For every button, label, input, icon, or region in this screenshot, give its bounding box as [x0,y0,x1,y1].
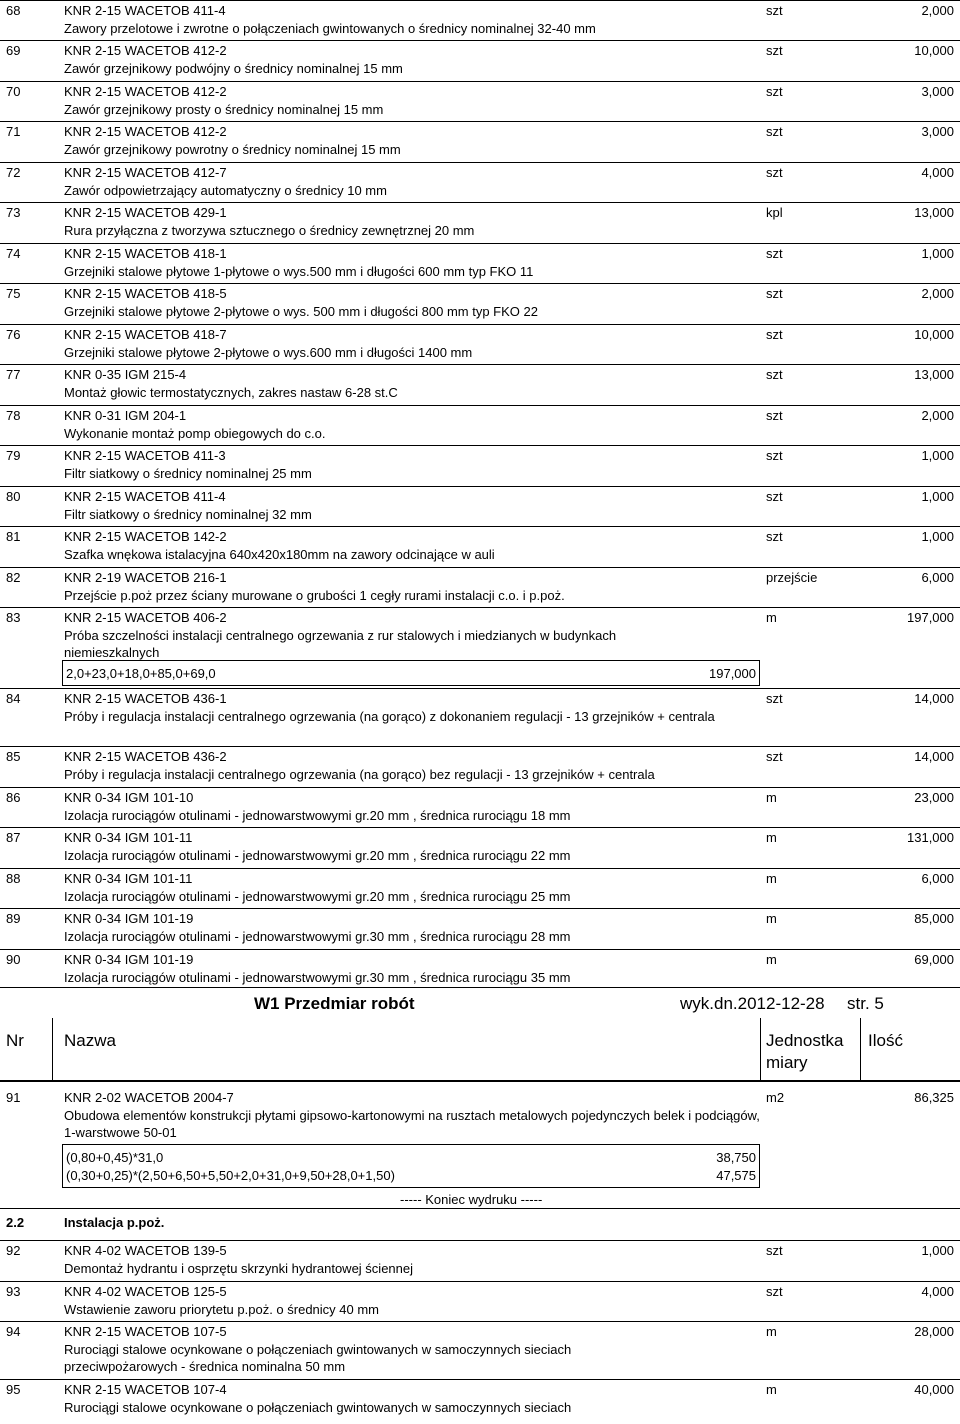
item-code: KNR 2-15 WACETOB 411-3 [64,448,226,463]
item-desc: Rurociągi stalowe ocynkowane o połączeniach gwintowanych w samoczynnych sieciach przeciwpożarowych - średnica nominalna 50 mm [64,1342,572,1374]
row-71 [0,121,960,162]
item-unit: szt [766,489,783,504]
item-desc: Demontaż hydrantu i osprzętu skrzynki hydrantowej ściennej [64,1261,414,1276]
item-code: KNR 0-31 IGM 204-1 [64,408,187,423]
item-unit: szt [766,43,783,58]
page-break-line [0,987,960,988]
document-title: W1 Przedmiar robót [254,994,415,1013]
item-qty: 23,000 [914,790,954,805]
row-68 [0,0,960,40]
item-qty: 1,000 [921,1243,954,1258]
item-desc: Izolacja rurociągów otulinami - jednowarstwowymi gr.30 mm , średnica rurociągu 35 mm [64,970,571,985]
item-qty: 10,000 [914,43,954,58]
calc-value: 197,000 [709,666,756,681]
item-qty: 197,000 [907,610,954,625]
item-code: KNR 2-19 WACETOB 216-1 [64,570,227,585]
row-74 [0,243,960,283]
item-qty: 69,000 [914,952,954,967]
item-qty: 4,000 [921,165,954,180]
item-nr: 94 [6,1324,21,1339]
item-unit: szt [766,367,783,382]
item-nr: 75 [6,286,21,301]
item-unit: m [766,1382,777,1397]
item-nr: 90 [6,952,21,967]
item-qty: 4,000 [921,1284,954,1299]
item-code: KNR 2-15 WACETOB 411-4 [64,489,226,504]
item-desc: Izolacja rurociągów otulinami - jednowarstwowymi gr.20 mm , średnica rurociągu 18 mm [64,808,571,823]
page-number: str. 5 [847,994,884,1013]
row-84 [0,688,960,746]
calculation-box [62,660,760,686]
item-desc: Wstawienie zaworu priorytetu p.poż. o średnicy 40 mm [64,1302,380,1317]
item-nr: 77 [6,367,21,382]
item-code: KNR 0-34 IGM 101-19 [64,911,194,926]
item-desc: Filtr siatkowy o średnicy nominalnej 25 mm [64,466,312,481]
item-nr: 83 [6,610,21,625]
column-divider [860,1018,861,1080]
item-desc: Izolacja rurociągów otulinami - jednowarstwowymi gr.30 mm , średnica rurociągu 28 mm [64,929,571,944]
item-unit: szt [766,84,783,99]
item-desc: Próby i regulacja instalacji centralnego ogrzewania (na gorąco) z dokonaniem regulacji - 13 grzejników + centrala [64,709,715,724]
item-nr: 68 [6,3,21,18]
item-unit: szt [766,286,783,301]
document-date: wyk.dn.2012-12-28 [680,994,825,1013]
item-nr: 71 [6,124,21,139]
header-separator [0,1080,960,1082]
item-desc: Zawór grzejnikowy podwójny o średnicy nominalnej 15 mm [64,61,403,76]
item-unit: m [766,911,777,926]
section-separator [0,1208,960,1209]
item-nr: 93 [6,1284,21,1299]
item-qty: 14,000 [914,749,954,764]
row-69 [0,40,960,81]
item-qty: 2,000 [921,408,954,423]
item-code: KNR 2-15 WACETOB 412-7 [64,165,227,180]
item-unit: szt [766,327,783,342]
item-unit: szt [766,124,783,139]
row-77 [0,364,960,405]
row-89 [0,908,960,949]
item-code: KNR 2-15 WACETOB 418-1 [64,246,227,261]
calculation-box [62,1144,760,1188]
item-code: KNR 2-15 WACETOB 406-2 [64,610,227,625]
row-73 [0,202,960,243]
item-nr: 89 [6,911,21,926]
item-desc: Montaż głowic termostatycznych, zakres nastaw 6-28 st.C [64,385,398,400]
item-qty: 14,000 [914,691,954,706]
item-nr: 84 [6,691,21,706]
item-code: KNR 2-02 WACETOB 2004-7 [64,1090,234,1105]
row-82 [0,567,960,607]
item-unit: szt [766,246,783,261]
end-of-print: ----- Koniec wydruku ----- [400,1192,543,1207]
row-79 [0,445,960,486]
item-code: KNR 2-15 WACETOB 412-2 [64,124,227,139]
row-92 [0,1240,960,1281]
item-code: KNR 2-15 WACETOB 436-2 [64,749,227,764]
row-83 [0,607,960,688]
row-76 [0,324,960,364]
item-code: KNR 2-15 WACETOB 418-5 [64,286,227,301]
item-qty: 1,000 [921,246,954,261]
item-qty: 13,000 [914,367,954,382]
item-qty: 2,000 [921,3,954,18]
header-qty: Ilość [868,1031,903,1050]
header-unit-line1: Jednostka [766,1031,844,1050]
item-unit: m [766,610,777,625]
item-qty: 1,000 [921,489,954,504]
item-qty: 3,000 [921,84,954,99]
row-93 [0,1281,960,1321]
item-desc: Przejście p.poż przez ściany murowane o grubości 1 cegły rurami instalacji c.o. i p.poż. [64,588,565,603]
item-unit: m [766,952,777,967]
item-nr: 78 [6,408,21,423]
row-81 [0,526,960,567]
item-code: KNR 0-35 IGM 215-4 [64,367,187,382]
item-unit: szt [766,749,783,764]
item-nr: 85 [6,749,21,764]
item-nr: 80 [6,489,21,504]
item-qty: 13,000 [914,205,954,220]
item-nr: 86 [6,790,21,805]
item-qty: 3,000 [921,124,954,139]
header-name: Nazwa [64,1031,116,1050]
item-desc: Próby i regulacja instalacji centralnego ogrzewania (na gorąco) bez regulacji - 13 grzejników + centrala [64,767,655,782]
item-code: KNR 2-15 WACETOB 436-1 [64,691,227,706]
item-unit: przejście [766,570,818,585]
item-nr: 69 [6,43,21,58]
item-qty: 131,000 [907,830,954,845]
item-unit: m [766,871,777,886]
item-unit: szt [766,165,783,180]
item-desc: Rura przyłączna z tworzywa sztucznego o średnicy zewnętrznej 20 mm [64,223,475,238]
item-code: KNR 4-02 WACETOB 125-5 [64,1284,227,1299]
item-qty: 10,000 [914,327,954,342]
item-unit: szt [766,448,783,463]
item-code: KNR 2-15 WACETOB 418-7 [64,327,227,342]
item-desc: Grzejniki stalowe płytowe 2-płytowe o wys.600 mm i długości 1400 mm [64,345,473,360]
item-qty: 1,000 [921,529,954,544]
item-code: KNR 2-15 WACETOB 107-4 [64,1382,227,1397]
item-qty: 40,000 [914,1382,954,1397]
item-qty: 86,325 [914,1090,954,1105]
item-nr: 88 [6,871,21,886]
item-nr: 81 [6,529,21,544]
item-code: KNR 4-02 WACETOB 139-5 [64,1243,227,1258]
item-desc: Rurociągi stalowe ocynkowane o połączeniach gwintowanych w samoczynnych sieciach [64,1400,572,1415]
item-code: KNR 0-34 IGM 101-11 [64,871,193,886]
row-86 [0,787,960,827]
item-desc: Grzejniki stalowe płytowe 2-płytowe o wys. 500 mm i długości 800 mm typ FKO 22 [64,304,538,319]
calc-formula: (0,30+0,25)*(2,50+6,50+5,50+2,0+31,0+9,50+28,0+1,50) [66,1168,395,1183]
item-desc: Zawór grzejnikowy powrotny o średnicy nominalnej 15 mm [64,142,401,157]
item-desc: Obudowa elementów konstrukcji płytami gipsowo-kartonowymi na rusztach metalowych pojedynczych belek i podciągów, 1-warstwowe 50-01 [64,1108,760,1140]
item-nr: 74 [6,246,21,261]
row-87 [0,827,960,868]
item-nr: 82 [6,570,21,585]
item-code: KNR 0-34 IGM 101-10 [64,790,194,805]
item-unit: m [766,830,777,845]
item-unit: m2 [766,1090,785,1105]
item-desc: Filtr siatkowy o średnicy nominalnej 32 mm [64,507,312,522]
item-desc: Izolacja rurociągów otulinami - jednowarstwowymi gr.20 mm , średnica rurociągu 25 mm [64,889,571,904]
section-number: 2.2 [6,1215,25,1230]
row-75 [0,283,960,324]
calc-formula: 2,0+23,0+18,0+85,0+69,0 [66,666,216,681]
column-divider [52,1018,53,1080]
row-94 [0,1321,960,1379]
section-name: Instalacja p.poż. [64,1215,165,1230]
row-90 [0,949,960,987]
item-unit: m [766,790,777,805]
item-desc: Wykonanie montaż pomp obiegowych do c.o. [64,426,326,441]
item-unit: szt [766,691,783,706]
row-70 [0,81,960,121]
item-code: KNR 2-15 WACETOB 107-5 [64,1324,227,1339]
item-qty: 1,000 [921,448,954,463]
header-unit-line2: miary [766,1053,808,1072]
column-divider [760,1018,761,1080]
calc-formula: (0,80+0,45)*31,0 [66,1150,164,1165]
item-unit: kpl [766,205,783,220]
item-desc: Zawór odpowietrzający automatyczny o średnicy 10 mm [64,183,387,198]
item-code: KNR 2-15 WACETOB 412-2 [64,84,227,99]
item-nr: 73 [6,205,21,220]
calc-value: 38,750 [716,1150,756,1165]
item-nr: 72 [6,165,21,180]
item-unit: szt [766,1284,783,1299]
item-unit: szt [766,1243,783,1258]
item-code: KNR 2-15 WACETOB 411-4 [64,3,226,18]
item-nr: 76 [6,327,21,342]
row-80 [0,486,960,526]
item-code: KNR 0-34 IGM 101-11 [64,830,193,845]
item-code: KNR 2-15 WACETOB 412-2 [64,43,227,58]
item-desc: Zawór grzejnikowy prosty o średnicy nominalnej 15 mm [64,102,384,117]
item-nr: 92 [6,1243,21,1258]
item-nr: 87 [6,830,21,845]
item-unit: szt [766,408,783,423]
row-85 [0,746,960,787]
item-unit: szt [766,529,783,544]
header-nr: Nr [6,1031,24,1050]
item-code: KNR 0-34 IGM 101-19 [64,952,194,967]
item-qty: 28,000 [914,1324,954,1339]
item-desc: Izolacja rurociągów otulinami - jednowarstwowymi gr.20 mm , średnica rurociągu 22 mm [64,848,571,863]
item-nr: 91 [6,1090,21,1105]
item-desc: Zawory przelotowe i zwrotne o połączeniach gwintowanych o średnicy nominalnej 32-40 mm [64,21,596,36]
item-qty: 2,000 [921,286,954,301]
row-78 [0,405,960,445]
item-desc: Próba szczelności instalacji centralnego ogrzewania z rur stalowych i miedzianych w budynkach niemieszkalnych [64,628,617,660]
row-72 [0,162,960,202]
item-unit: m [766,1324,777,1339]
item-qty: 6,000 [921,570,954,585]
calc-value: 47,575 [716,1168,756,1183]
item-qty: 6,000 [921,871,954,886]
item-desc: Grzejniki stalowe płytowe 1-płytowe o wys.500 mm i długości 600 mm typ FKO 11 [64,264,534,279]
item-nr: 95 [6,1382,21,1397]
item-code: KNR 2-15 WACETOB 429-1 [64,205,227,220]
item-unit: szt [766,3,783,18]
item-qty: 85,000 [914,911,954,926]
item-nr: 70 [6,84,21,99]
item-nr: 79 [6,448,21,463]
item-code: KNR 2-15 WACETOB 142-2 [64,529,227,544]
row-88 [0,868,960,908]
item-desc: Szafka wnękowa istalacyjna 640x420x180mm na zawory odcinające w auli [64,547,495,562]
row-95 [0,1379,960,1424]
